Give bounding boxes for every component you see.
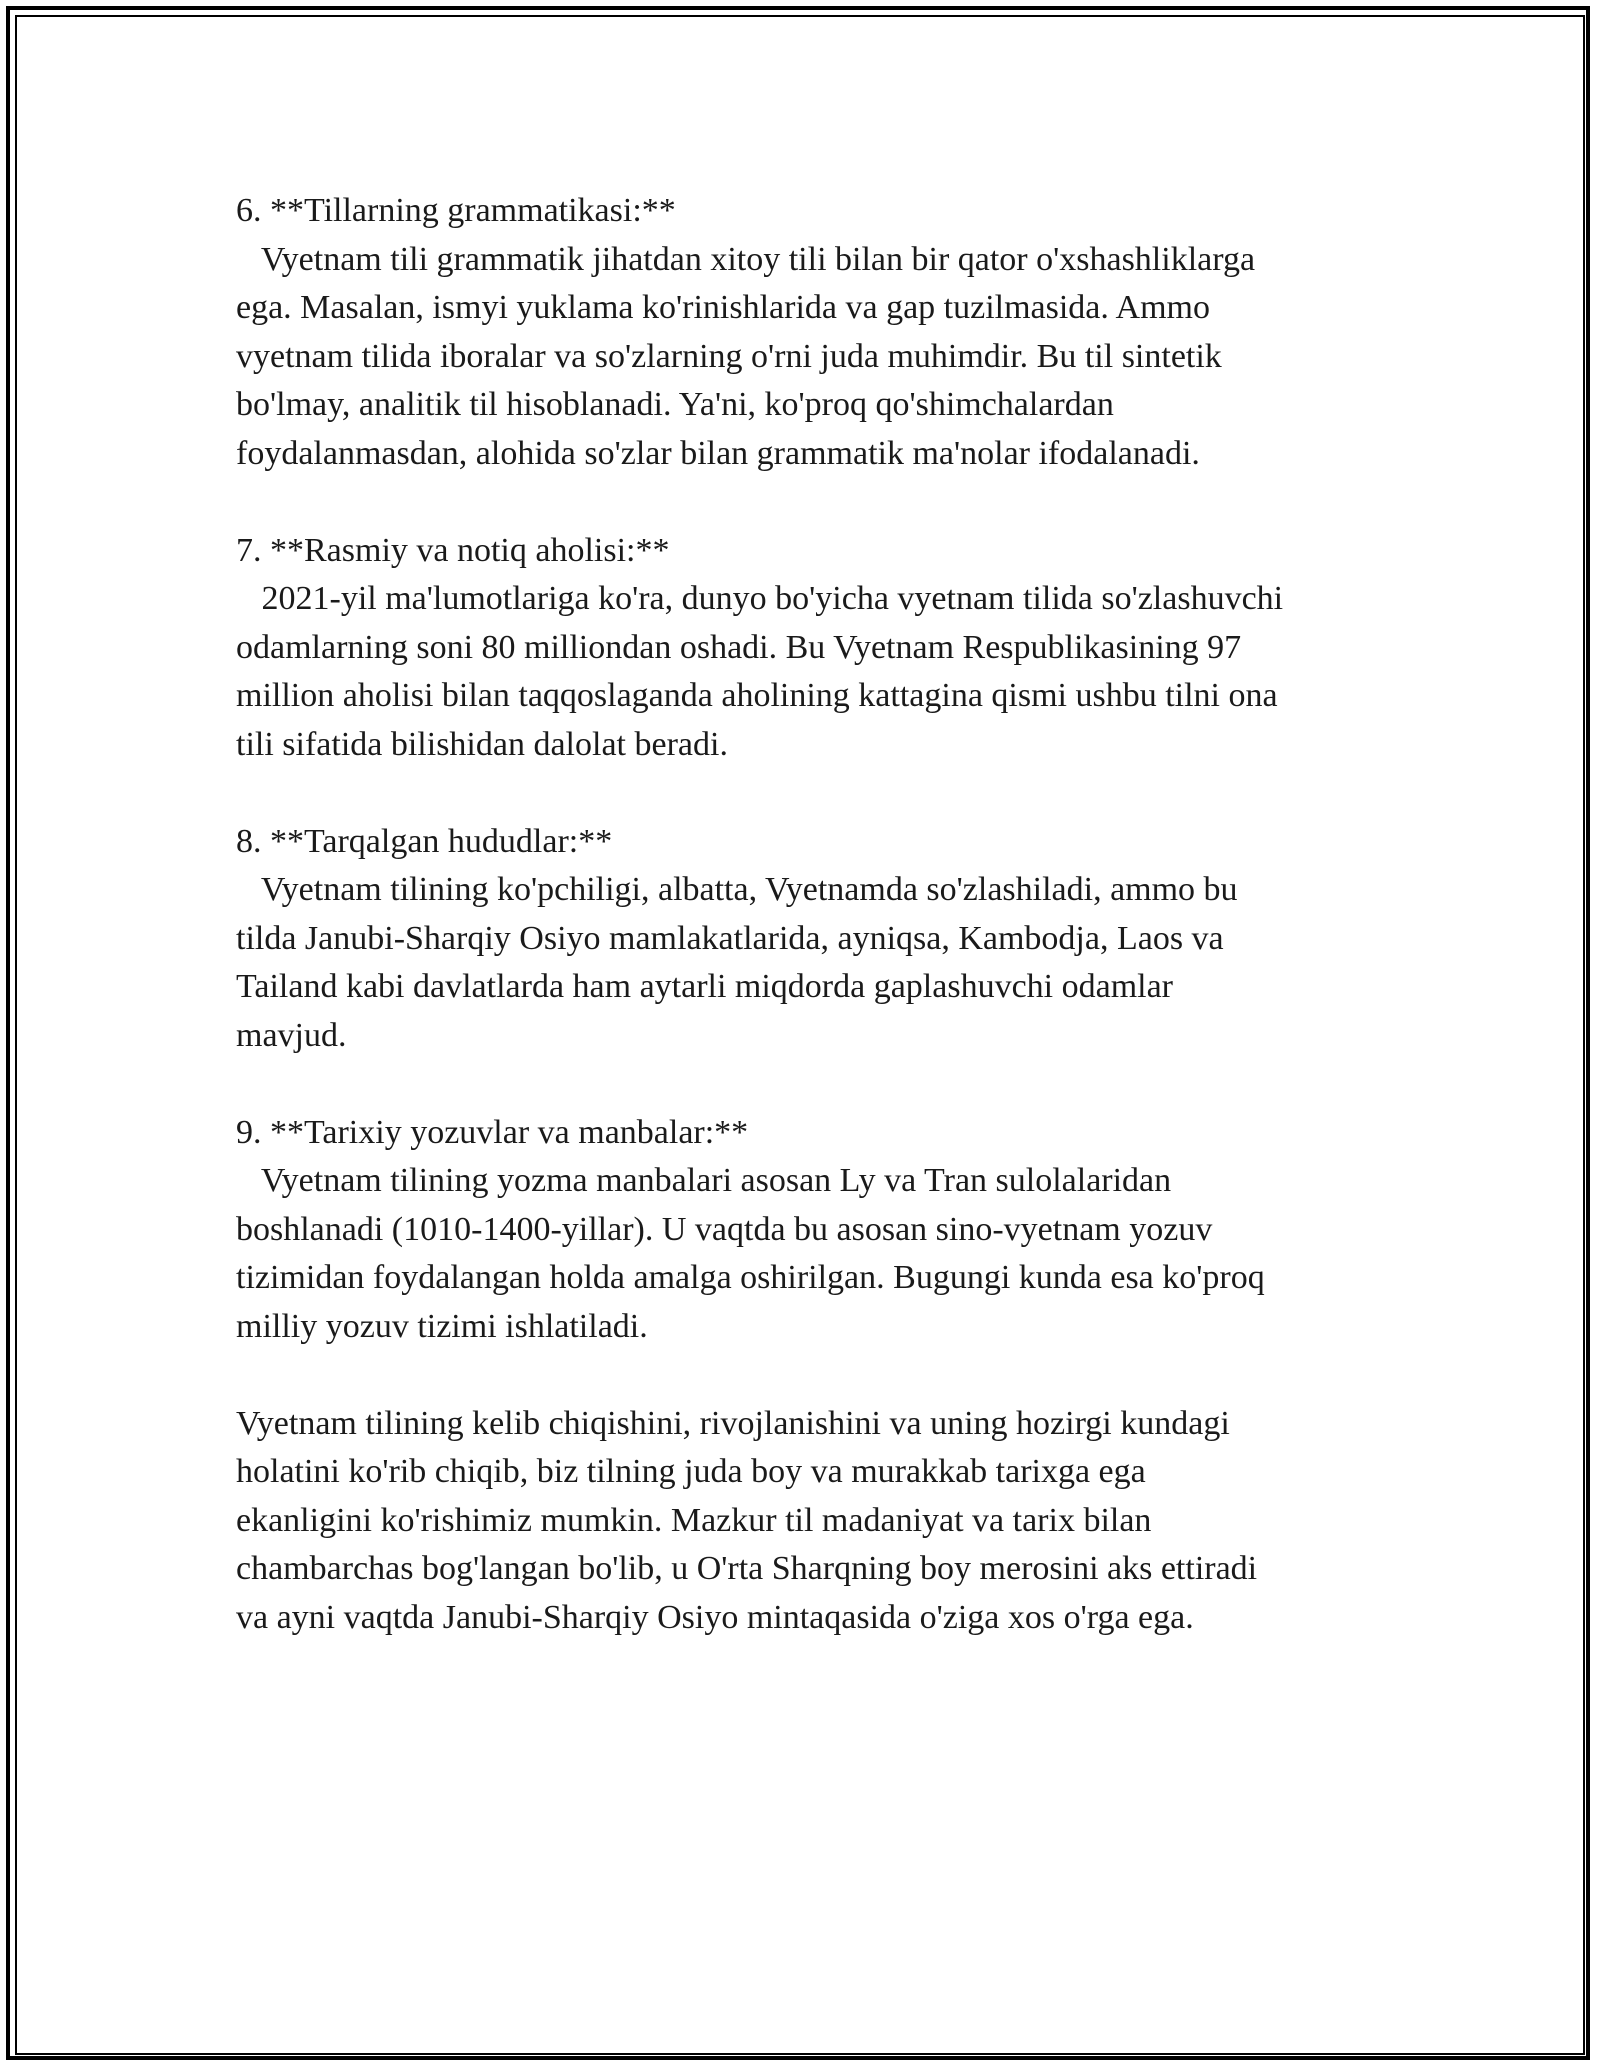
- text-line: 2021-yil ma'lumotlariga ko'ra, dunyo bo'yicha vyetnam tilida so'zlashuvchi: [236, 580, 1284, 617]
- text-line: bo'lmay, analitik til hisoblanadi. Ya'ni, ko'proq qo'shimchalardan: [236, 386, 1114, 423]
- section-grammar: [236, 187, 1386, 478]
- text-line: Vyetnam tilining ko'pchiligi, albatta, Vyetnamda so'zlashiladi, ammo bu: [236, 871, 1238, 908]
- section-heading: 8. **Tarqalgan hududlar:**: [236, 822, 613, 860]
- text-line: million aholisi bilan taqqoslaganda aholining kattagina qismi ushbu tilni ona: [236, 677, 1278, 714]
- section-heading: 6. **Tillarning grammatikasi:**: [236, 192, 676, 229]
- text-line: va ayni vaqtda Janubi-Sharqiy Osiyo mintaqasida o'ziga xos o'rga ega.: [236, 1598, 1194, 1636]
- text-line: mavjud.: [236, 1016, 347, 1054]
- text-line: tilda Janubi-Sharqiy Osiyo mamlakatlarida, ayniqsa, Kambodja, Laos va: [236, 919, 1224, 957]
- section-heading: 9. **Tarixiy yozuvlar va manbalar:**: [236, 1113, 749, 1151]
- section-history: [236, 1109, 1386, 1352]
- text-line: Vyetnam tili grammatik jihatdan xitoy tili bilan bir qator o'xshashliklarga: [236, 240, 1256, 278]
- text-line: foydalanmasdan, alohida so'zlar bilan grammatik ma'nolar ifodalanadi.: [236, 434, 1200, 472]
- text-line: ekanligini ko'rishimiz mumkin. Mazkur til madaniyat va tarix bilan: [236, 1501, 1152, 1539]
- document-body: [236, 187, 1386, 1691]
- section-regions: [236, 818, 1386, 1061]
- text-line: tizimidan foydalangan holda amalga oshirilgan. Bugungi kunda esa ko'proq: [236, 1259, 1265, 1296]
- section-speakers: [236, 527, 1386, 770]
- text-line: odamlarning soni 80 milliondan oshadi. Bu Vyetnam Respublikasining 97: [236, 628, 1242, 666]
- text-line: holatini ko'rib chiqib, biz tilning juda boy va murakkab tarixga ega: [236, 1453, 1146, 1490]
- conclusion-paragraph: [236, 1400, 1386, 1643]
- text-line: Vyetnam tilining kelib chiqishini, rivojlanishini va uning hozirgi kundagi: [236, 1404, 1230, 1442]
- text-line: chambarchas bog'langan bo'lib, u O'rta Sharqning boy merosini aks ettiradi: [236, 1550, 1258, 1587]
- text-line: boshlanadi (1010-1400-yillar). U vaqtda bu asosan sino-vyetnam yozuv: [236, 1210, 1213, 1248]
- text-line: ega. Masalan, ismyi yuklama ko'rinishlarida va gap tuzilmasida. Ammo: [236, 289, 1210, 326]
- text-line: vyetnam tilida iboralar va so'zlarning o'rni juda muhimdir. Bu til sintetik: [236, 337, 1222, 375]
- text-line: Tailand kabi davlatlarda ham aytarli miqdorda gaplashuvchi odamlar: [236, 968, 1174, 1005]
- text-line: Vyetnam tilining yozma manbalari asosan Ly va Tran sulolalaridan: [236, 1162, 1172, 1199]
- text-line: milliy yozuv tizimi ishlatiladi.: [236, 1307, 648, 1345]
- section-heading: 7. **Rasmiy va notiq aholisi:**: [236, 531, 670, 569]
- text-line: tili sifatida bilishidan dalolat beradi.: [236, 725, 728, 763]
